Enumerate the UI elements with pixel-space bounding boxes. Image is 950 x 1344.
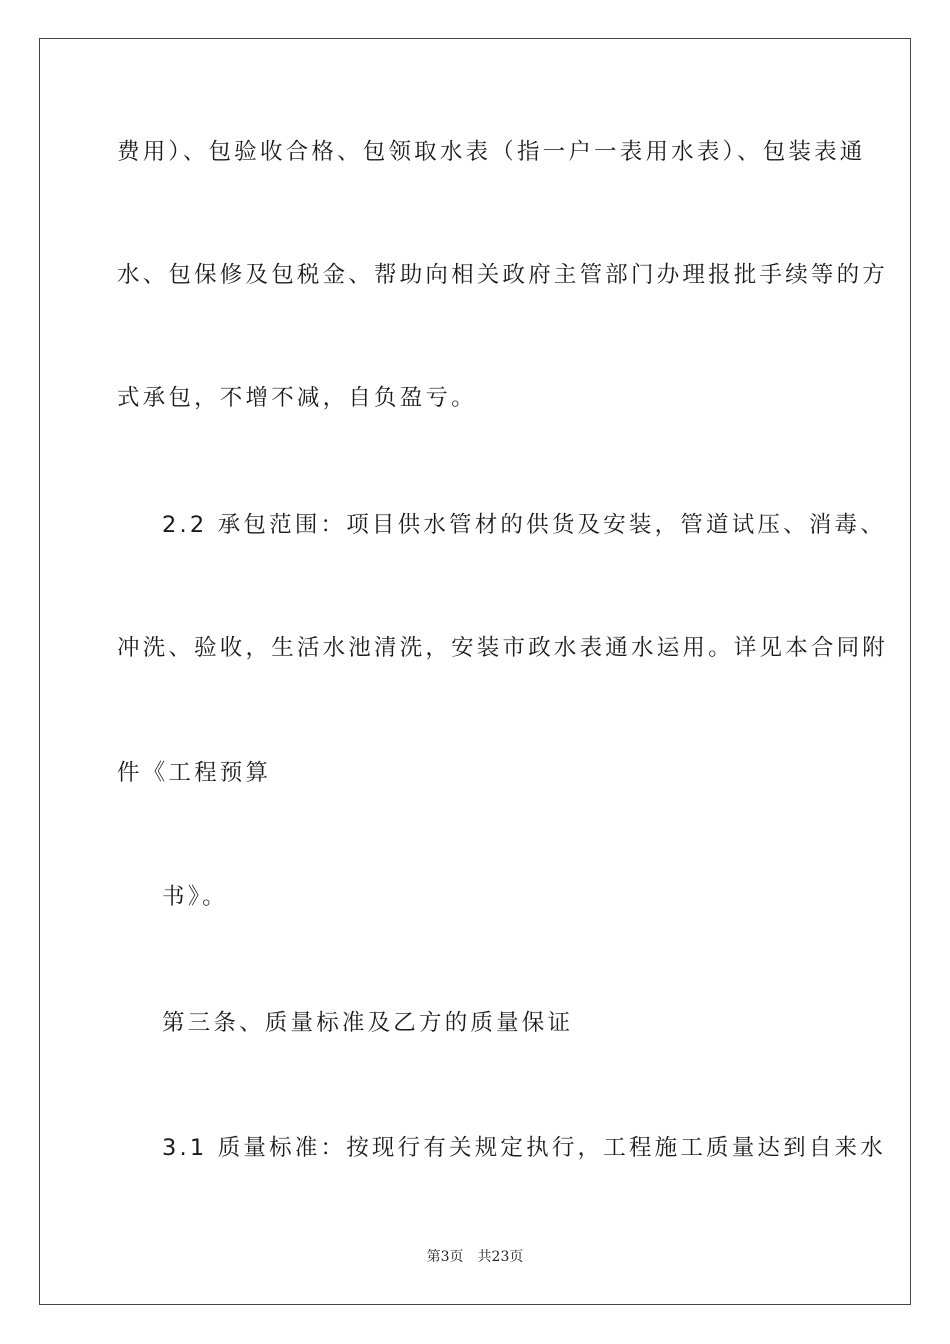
body-text-line-1: 费用）、包验收合格、包领取水表（指一户一表用水表）、包装表通	[117, 139, 866, 165]
page-footer	[0, 1246, 950, 1266]
page-border	[39, 38, 911, 1305]
page-total: 共23页	[477, 1249, 524, 1265]
body-text-line-6: 件《工程预算	[117, 760, 272, 786]
body-text-line-3: 式承包，不增不减，自负盈亏。	[117, 385, 477, 411]
section-3-1-line: 3.1 质量标准：按现行有关规定执行，工程施工质量达到自来水	[162, 1135, 886, 1161]
page-number: 第3页	[426, 1249, 464, 1265]
body-text-line-7: 书》。	[162, 884, 228, 910]
body-text-line-5: 冲洗、验收，生活水池清洗，安装市政水表通水运用。详见本合同附	[117, 635, 889, 661]
article-3-heading: 第三条、质量标准及乙方的质量保证	[162, 1010, 574, 1036]
body-text-line-2: 水、包保修及包税金、帮助向相关政府主管部门办理报批手续等的方	[117, 262, 889, 288]
section-2-2-line: 2.2 承包范围：项目供水管材的供货及安装，管道试压、消毒、	[162, 512, 886, 538]
